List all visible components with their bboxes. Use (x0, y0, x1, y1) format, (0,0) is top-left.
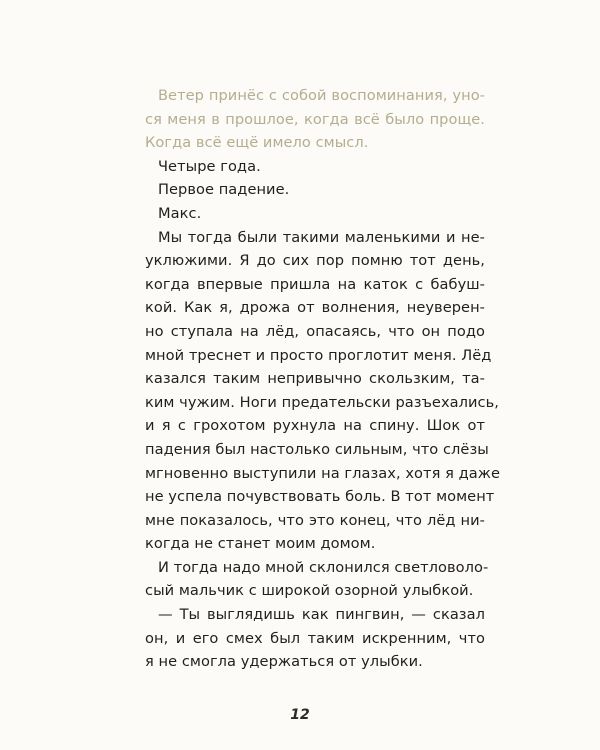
text-line: он, и его смех был таким искренним, что (145, 629, 485, 647)
paragraph (145, 603, 485, 674)
text-line: ся меня в прошлое, когда всё было проще. (145, 110, 485, 128)
text-line: Четыре года. (158, 157, 261, 175)
text-line: Ветер принёс с собой воспоминания, уно- (158, 87, 485, 104)
page-number: 12 (290, 707, 310, 723)
text-line: мне показалось, что это конец, что лёд ни- (145, 511, 485, 529)
paragraph (145, 178, 485, 202)
text-line: уклюжими. Я до сих пор помню тот день, (145, 252, 485, 270)
text-line: но ступала на лёд, опасаясь, что он подо (145, 322, 485, 340)
text-line: Макс. (158, 204, 202, 222)
text-line: когда впервые пришла на каток с бабуш- (145, 275, 485, 293)
paragraph (145, 202, 485, 226)
text-line: — Ты выглядишь как пингвин, — сказал (158, 606, 485, 624)
text-line: мгновенно выступили на глазах, хотя я даже (145, 464, 500, 482)
paragraph (145, 556, 489, 603)
text-line: Когда всё ещё имело смысл. (145, 134, 369, 152)
paragraph (145, 226, 500, 556)
intro-paragraph (145, 84, 485, 155)
text-line: сый мальчик с широкой озорной улыбкой. (145, 582, 474, 600)
text-body (145, 84, 500, 674)
text-line: я не смогла удержаться от улыбки. (145, 653, 423, 671)
text-line: ким чужим. Ноги предательски разъехались, (145, 393, 499, 411)
text-line: Мы тогда были такими маленькими и не- (158, 228, 485, 246)
text-line: кой. Как я, дрожа от волнения, неуверен- (145, 299, 485, 317)
text-line: и я с грохотом рухнула на спину. Шок от (145, 417, 485, 435)
text-line: не успела почувствовать боль. В тот момент (145, 488, 495, 506)
text-line: когда не станет моим домом. (145, 535, 376, 553)
text-line: падения был настолько сильным, что слёзы (145, 440, 489, 458)
text-line: И тогда надо мной склонился светловоло- (158, 558, 489, 576)
text-line: мной треснет и просто проглотит меня. Лёд (145, 346, 492, 364)
text-line: Первое падение. (158, 181, 290, 199)
text-line: казался таким непривычно скользким, та- (145, 370, 485, 388)
paragraph (145, 155, 485, 179)
